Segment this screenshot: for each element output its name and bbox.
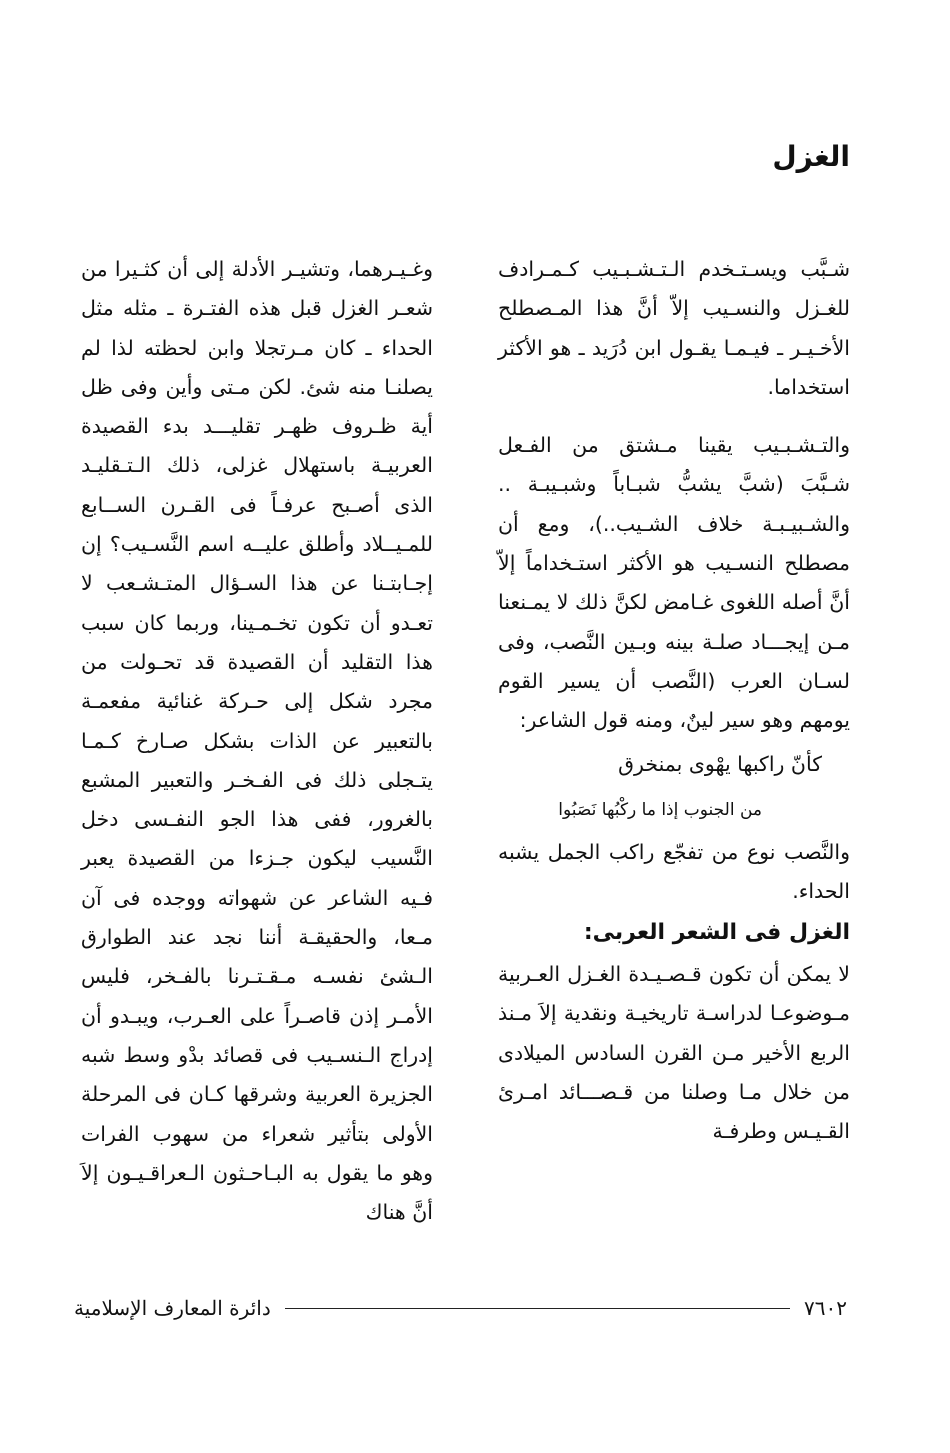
publication-title: دائرة المعارف الإسلامية: [74, 1296, 271, 1320]
paragraph-5: وغـيـرهما، وتشيـر الأدلة إلى أن كثـيرا من شعـر الغزل قبل هذه الفتـرة ـ مثله مثل الحداء ـ كان مـرتجلا وابن لحظته لذا لم يصلنـا منه شئ. لكن مـتى وأين وفى ظل أية ظـروف ظهـر تقليـــد بدء القصيدة العربيـة باستهلال غزلى، ذلك الـتـقليـد الذى أصـبح عرفـاً فى القـرن الســابع للمـيــلاد وأطلق عليــه اسم النَّسـيب؟ إن إجـابتـنا عن هذا السـؤال المتـشـعب لا تعـدو أن تكون تخـمـينا، وربما كان سبب هذا التقليد أن القصيدة قد تحـولت من مجرد شكل إلى حـركة غنائية مفعمـة بالتعبير عن الذات بشكل صـارخ كـمـا يتـجلى ذلك فى الفـخـر والتعبير المشبع بالغرور، ففى هذا الجو النفـسى دخل النَّسيب ليكون جـزءا من القصيدة يعبر فـيه الشاعر عن شهواته ووجده فى آن مـعا، والحقيقـة أننا نجد عند الطوارق الـشئ نفسـه مـقـتـرنا بالفـخر، فليس الأمـر إذن قاصـراً على العـرب، ويبـدو أن إدراج الـنسـيب فى قصائد بدْو وسط شبه الجزيرة العربية وشرقها كـان فى المرحلة الأولى بتأثير شعراء من سهوب الفرات وهو ما يقول به البـاحـثون الـعراقـيـون إلاَ أنَّ هناك: [81, 257, 433, 1225]
right-column: [498, 250, 850, 1152]
left-column: [81, 250, 433, 1232]
footer-rule: [285, 1308, 790, 1309]
page-footer: [74, 1290, 847, 1326]
verse-line-2: من الجنوب إذا ما ركْبُها نَصَبُوا: [558, 799, 762, 820]
paragraph-4: لا يمكن أن تكون قـصـيـدة الغـزل العـربية مـوضوعـا لدراسـة تاريخيـة ونقدية إلاَ مـنذ الربع الأخير مـن القرن السادس الميلادى من خلال مـا وصلنا من قـصـــائد امـرئ القـيـس وطرفـة: [498, 962, 850, 1144]
running-head-title: الغزل: [772, 140, 850, 173]
verse-line-1: كأنّ راكبها يهْوى بمنخرق: [618, 751, 822, 776]
page-number: ٧٦٠٢: [804, 1296, 847, 1320]
paragraph-3: والنَّصب نوع من تفجّع راكب الجمل يشبه الحداء.: [498, 839, 850, 903]
paragraph-1: شـبَّب ويسـتـخدم الـتـشـبـيب كـمـرادف للغـزل والنسـيب إلاّ أنَّ هذا المـصطلح الأخـيـر ـ فيـمـا يقـول ابن دُرَيد ـ هو الأكثر استخداما.: [498, 257, 850, 399]
section-heading: الغزل فى الشعر العربى:: [583, 920, 850, 946]
paragraph-2: والتـشـبـيب يقينا مـشتق من الفـعل شـبَّبَ (شبَّ يشبُّ شبـاباً وشبـيبـة .. والشـبيـبـة خلاف الشـيب..)، ومع أن مصطلح النسـيب هو الأكثر استـخداماً إلاّ أنَّ أصله اللغوى غـامض لكنَّ ذلك لا يمـنعنا مـن إيجـــاد صلـة بينه وبـين النَّصب، وفى لسـان العرب (النَّصب أن يسير القوم يومهم وهو سير لينٌ، ومنه قول الشاعر:: [498, 433, 850, 733]
